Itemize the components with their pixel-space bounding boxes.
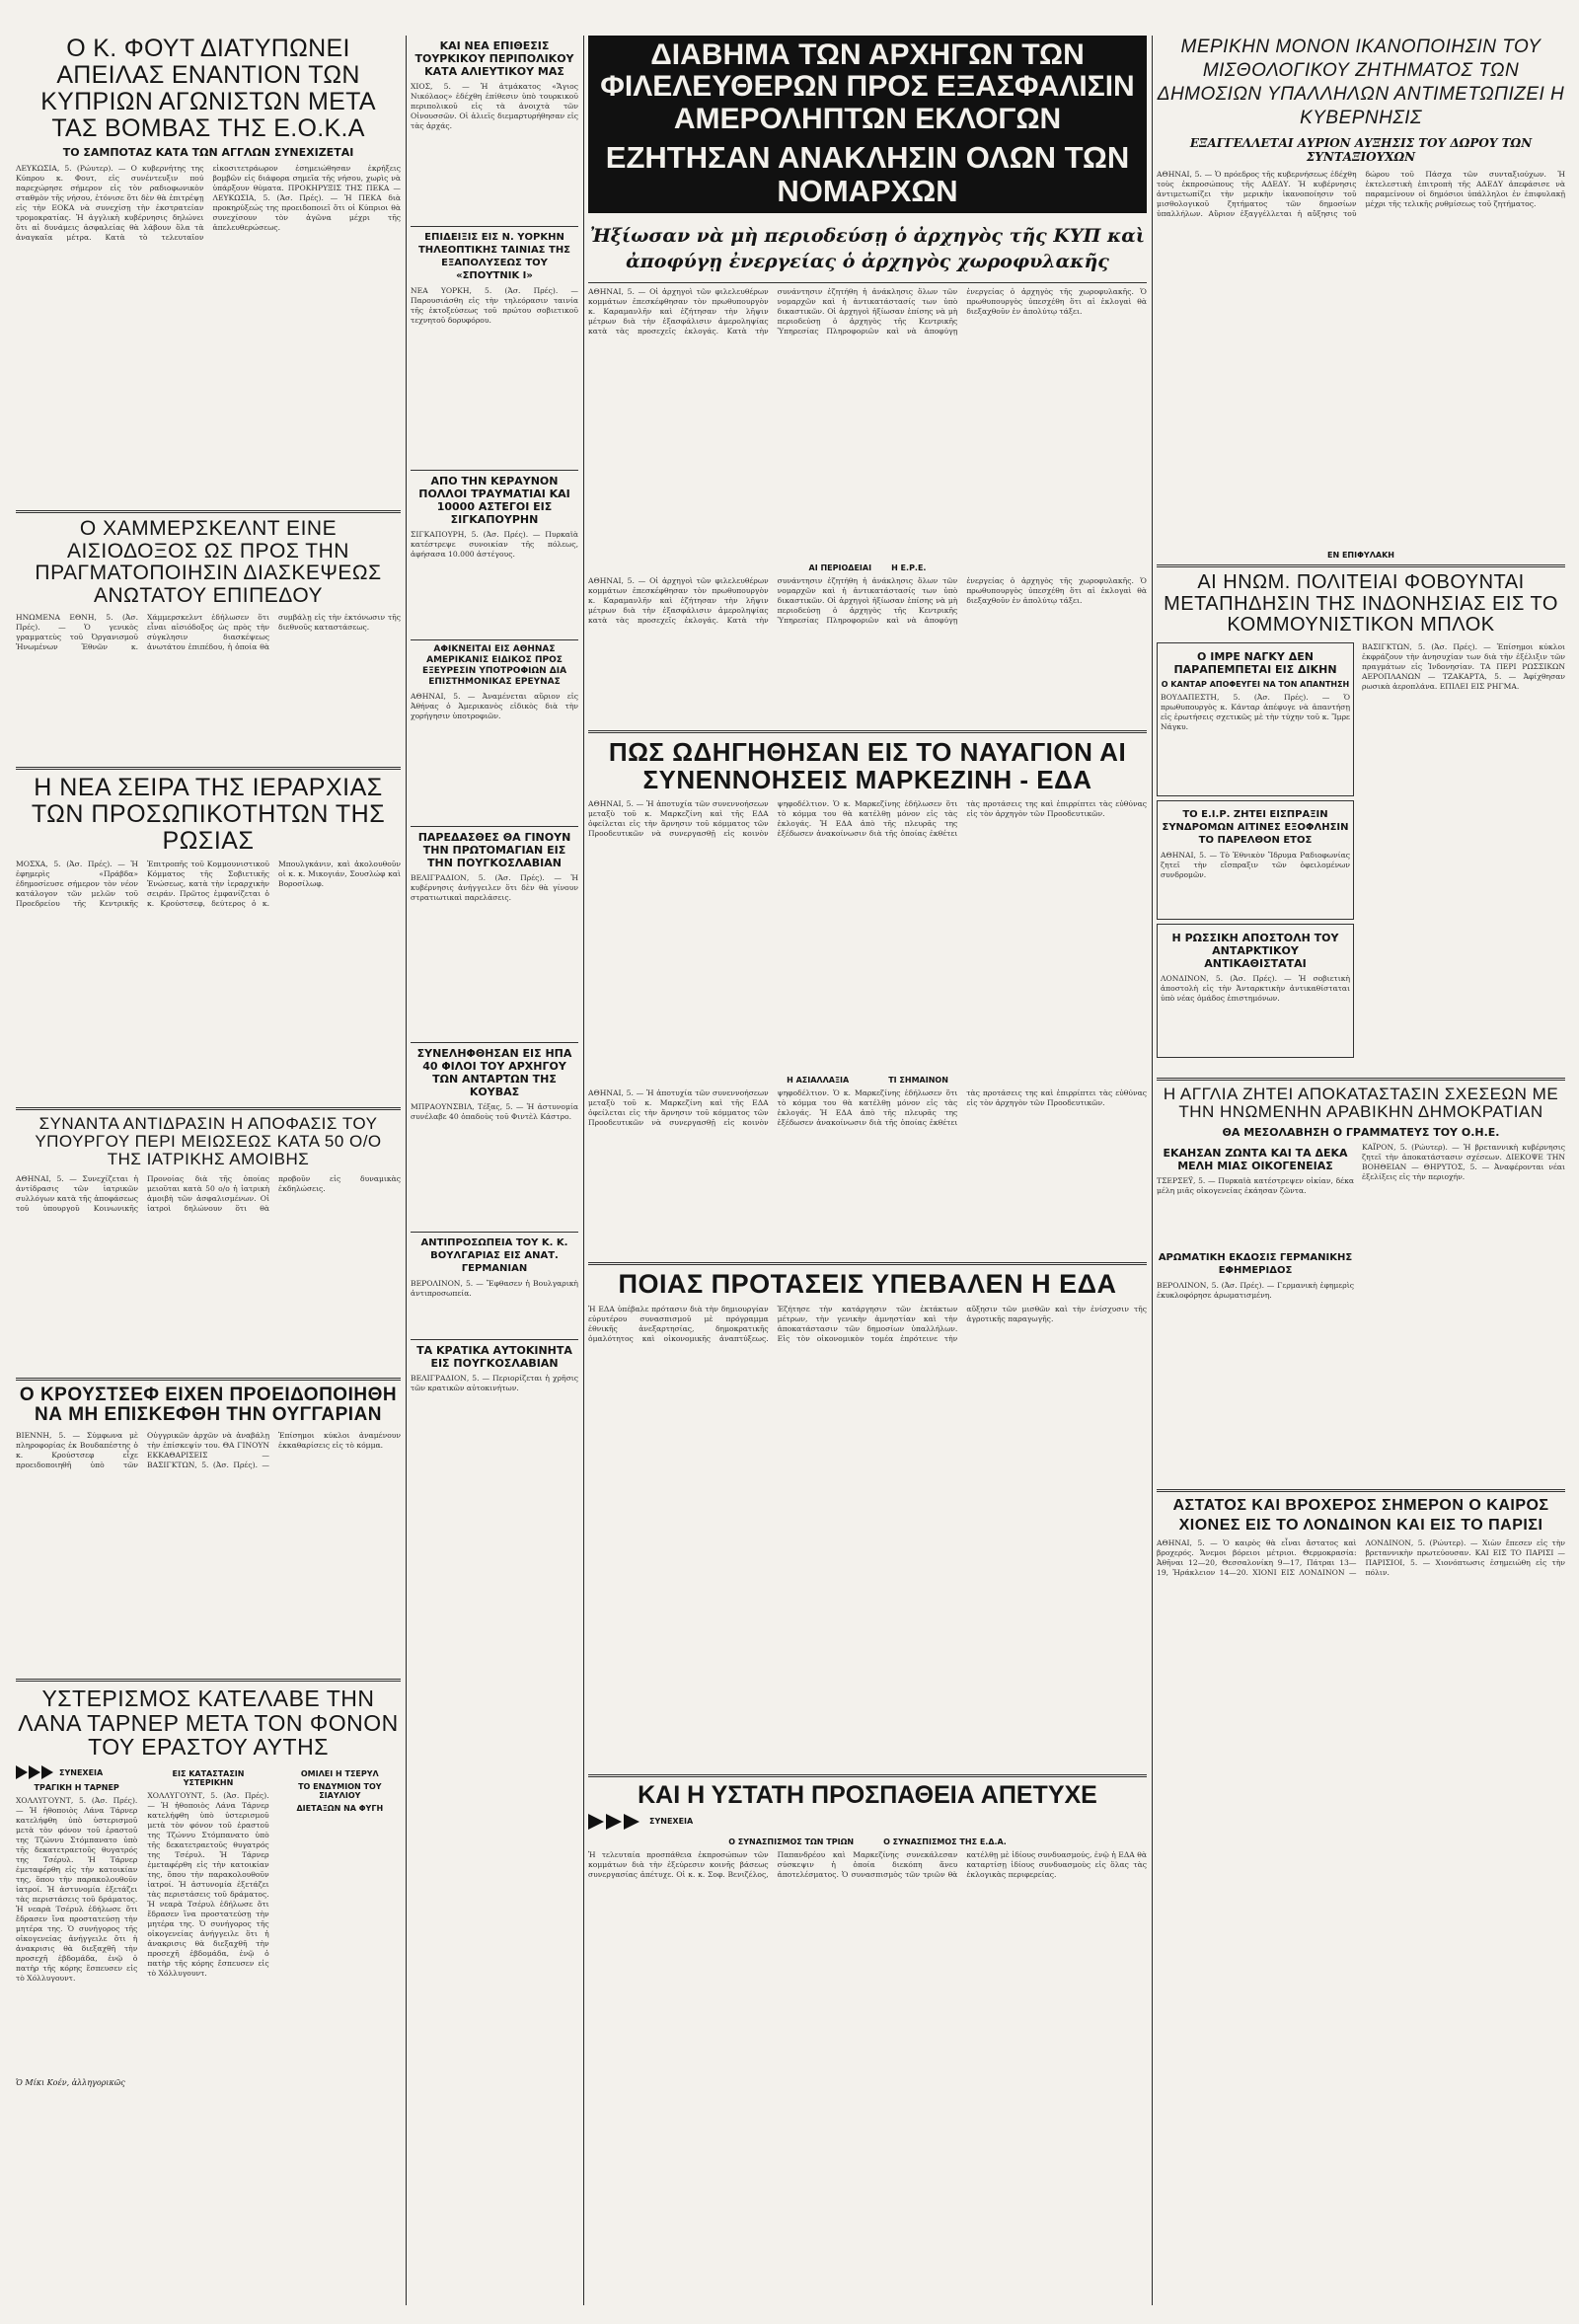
main-headline-2: ΕΖΗΤΗΣΑΝ ΑΝΑΚΛΗΣΙΝ ΟΛΩΝ ΤΩΝ ΝΟΜΑΡΧΩΝ — [605, 140, 1130, 208]
continuation-label: ΣΥΝΕΧΕΙΑ — [59, 1767, 104, 1777]
headline-last-attempt: ΚΑΙ Η ΥΣΤΑΤΗ ΠΡΟΣΠΑΘΕΙΑ ΑΠΕΤΥΧΕ — [638, 1781, 1097, 1810]
column-rule — [583, 36, 584, 2305]
article-body-last-attempt: Ἡ τελευταία προσπάθεια ἐκπροσώπων τῶν κομμάτων διὰ τὴν ἐξεύρεσιν κοινῆς βάσεως συνεργασίας ἀπέτυχε. Οἱ κ. κ. Σοφ. Βενιζέλος, Παπανδρέου καὶ Μαρκεζίνης συνεκάλεσαν σύσκεψιν ἡ ὁποία διεκόπη ἄνευ ἀποτελέσματος. Ὁ συνασπισμὸς τῶν τριῶν θὰ κατέλθῃ μὲ ἰδίους συνδυασμούς, ἐνῷ ἡ ΕΔΑ θὰ καταρτίσῃ ἰδίους συνδυασμοὺς εἰς ὅλας τὰς ἐκλογικὰς περιφερείας. — [588, 1850, 1147, 1880]
article-body-bulgaria: ΒΕΡΟΛΙΝΟΝ, 5. — Ἔφθασεν ἡ Βουλγαρικὴ ἀντιπροσωπεία. — [411, 1279, 578, 1298]
article-body-salaries: ΑΘΗΝΑΙ, 5. — Ὁ πρόεδρος τῆς κυβερνήσεως ἐδέχθη τοὺς ἐκπροσώπους τῆς ΑΔΕΔΥ. Ἡ κυβέρνησις ἀντιμετωπίζει τὴν μερικὴν ἱκανοποίησιν τοῦ μισθολογικοῦ ζητήματος τῶν δημοσίων ὑπαλλήλων. Αὔριον ἐξαγγέλλεται ἡ αὔξησις τοῦ δώρου τοῦ Πάσχα τῶν συνταξιούχων. Ἡ ἐκτελεστικὴ ἐπιτροπὴ τῆς ΑΔΕΔΥ ἀπεφάσισε νὰ παραμείνουν οἱ δημόσιοι ὑπάλληλοι ἐν ἐπιφυλακῇ μέχρι τῆς τελικῆς ρυθμίσεως τοῦ ζητήματος. — [1157, 170, 1565, 218]
article-body-doctors: ΑΘΗΝΑΙ, 5. — Συνεχίζεται ἡ ἀντίδρασις τῶν ἰατρικῶν συλλόγων κατὰ τῆς ἀποφάσεως τοῦ ὑπουργοῦ Κοινωνικῆς Προνοίας διὰ τῆς ὁποίας μειοῦται κατὰ 50 ο/ο ἡ ἰατρικὴ ἀμοιβὴ τῶν ἀσφαλισμένων. Οἱ ἰατροὶ δηλώνουν ὅτι θὰ προβοῦν εἰς δυναμικὰς ἐκδηλώσεις. — [16, 1173, 401, 1213]
headline-doctors: ΣΥΝΑΝΤΑ ΑΝΤΙΔΡΑΣΙΝ Η ΑΠΟΦΑΣΙΣ ΤΟΥ ΥΠΟΥΡΓΟΥ ΠΕΡΙ ΜΕΙΩΣΕΩΣ ΚΑΤΑ 50 Ο/Ο ΤΗΣ ΙΑΤΡΙΚΗΣ ΑΜΟΙΒΗΣ — [35, 1113, 382, 1169]
article-indonesia — [1157, 572, 1565, 1073]
section-coalition-three: Ο ΣΥΝΑΣΠΙΣΜΟΣ ΤΩΝ ΤΡΙΩΝ — [728, 1837, 855, 1847]
headline-singapore: ΑΠΟ ΤΗΝ ΚΕΡΑΥΝΟΝ ΠΟΛΛΟΙ ΤΡΑΥΜΑΤΙΑΙ ΚΑΙ 10000 ΑΣΤΕΓΟΙ ΕΙΣ ΣΙΓΚΑΠΟΥΡΗΝ — [418, 475, 570, 526]
article-body-turner-a: ΧΟΛΛΥΓΟΥΝΤ, 5. (Ἀσ. Πρές). — Ἡ ἠθοποιὸς Λάνα Τάρνερ κατελήφθη ὑπὸ ὑστερισμοῦ μετὰ τὸν φόνον τοῦ ἐραστοῦ της Τζώννυ Στόμπανατο ὑπὸ τῆς δεκατετραετοῦς θυγατρός της Τσέρυλ. Ἡ Τάρνερ ἐμεταφέρθη εἰς τὴν κατοικίαν της, ὅπου τὴν παρακολουθοῦν ἰατροί. Ἡ ἀστυνομία ἐξετάζει τὰς περιστάσεις τοῦ δράματος. Ἡ νεαρὰ Τσέρυλ ἐδήλωσε ὅτι ἔδρασεν ἵνα προστατεύσῃ τὴν μητέρα της. Ὁ συνήγορος τῆς οἰκογενείας ἀνήγγειλε ὅτι ἡ ἀνακρισις θὰ διεξαχθῆ τὴν προσεχῆ ἑβδομάδα, ἐνῷ ὁ πατὴρ τῆς κόρης ἔσπευσεν εἰς τὸ Χόλλυγουντ. — [16, 1796, 138, 1984]
article-markezini — [588, 738, 1147, 1256]
headline-weather: ΑΣΤΑΤΟΣ ΚΑΙ ΒΡΟΧΕΡΟΣ ΣΗΜΕΡΟΝ Ο ΚΑΙΡΟΣ — [1172, 1496, 1549, 1514]
main-subheadline: Ἠξίωσαν νὰ μὴ περιοδεύσῃ ὁ ἀρχηγὸς τῆς ΚΥΠ καὶ ἀποφύγῃ ἐνεργείας ὁ ἀρχηγὸς χωροφυλακῆς — [589, 225, 1146, 273]
subhead-un-secretary: ΘΑ ΜΕΣΟΛΑΒΗΣΗ Ο ΓΡΑΜΜΑΤΕΥΣ ΤΟΥ Ο.Η.Ε. — [1222, 1125, 1500, 1139]
headline-hammarskjold: Ο ΧΑΜΜΕΡΣΚΕΛΝΤ ΕΙΝΕ ΑΙΣΙΟΔΟΞΟΣ ΩΣ ΠΡΟΣ ΤΗΝ ΠΡΑΓΜΑΤΟΠΟΙΗΣΙΝ ΔΙΑΣΚΕΨΕΩΣ ΑΝΩΤΑΤΟΥ ΕΠΙΠΕΔΟΥ — [35, 517, 382, 608]
section-tours: ΑΙ ΠΕΡΙΟΔΕΙΑΙ — [808, 563, 872, 573]
article-body-khrushchev: ΒΙΕΝΝΗ, 5. — Σύμφωνα μὲ πληροφορίας ἐκ Βουδαπέστης ὁ κ. Κρούστσεφ εἶχε προειδοποιηθῆ ὑπὸ τῶν Οὐγγρικῶν ἀρχῶν νὰ ἀναβάλῃ τὴν ἐπίσκεψίν του. ΘΑ ΓΙΝΟΥΝ ΕΚΚΑΘΑΡΙΣΕΙΣ — ΒΑΣΙΓΚΤΩΝ, 5. (Ἀσ. Πρές). — Ἐπίσημοι κύκλοι ἀναμένουν ἐκκαθαρίσεις εἰς τὸ κόμμα. — [16, 1430, 401, 1469]
section-garment: ΤΟ ΕΝΔΥΜΙΟΝ ΤΟΥ ΣΙΑΥΛΙΟΥ — [298, 1782, 382, 1801]
headline-bulgaria: ΑΝΤΙΠΡΟΣΩΠΕΙΑ ΤΟΥ Κ. Κ. ΒΟΥΛΓΑΡΙΑΣ ΕΙΣ ΑΝΑΤ. ΓΕΡΜΑΝΙΑΝ — [420, 1237, 568, 1274]
article-body-singapore: ΣΙΓΚΑΠΟΥΡΗ, 5. (Ἀσ. Πρές). — Πυρκαϊὰ κατέστρεψε συνοικίαν τῆς πόλεως, ἀφήσασα 10.000 ἀστέγους. — [411, 530, 578, 559]
article-body-turner-b: ΧΟΛΛΥΓΟΥΝΤ, 5. (Ἀσ. Πρές). — Ἡ ἠθοποιὸς Λάνα Τάρνερ κατελήφθη ὑπὸ ὑστερισμοῦ μετὰ τὸν φόνον τοῦ ἐραστοῦ της Τζώννυ Στόμπανατο ὑπὸ τῆς δεκατετραετοῦς θυγατρός της Τσέρυλ. Ἡ Τάρνερ ἐμεταφέρθη εἰς τὴν κατοικίαν της, ὅπου τὴν παρακολουθοῦν ἰατροί. Ἡ ἀστυνομία ἐξετάζει τὰς περιστάσεις τοῦ δράματος. Ἡ νεαρὰ Τσέρυλ ἐδήλωσε ὅτι ἔδρασεν ἵνα προστατεύσῃ τὴν μητέρα της. Ὁ συνήγορος τῆς οἰκογενείας ἀνήγγειλε ὅτι ἡ ἀνακρισις θὰ διεξαχθῆ τὴν προσεχῆ ἑβδομάδα, ἐνῷ ὁ πατὴρ τῆς κόρης ἔσπευσεν εἰς τὸ Χόλλυγουντ. — [147, 1791, 269, 1979]
headline-state-cars: ΤΑ ΚΡΑΤΙΚΑ ΑΥΤΟΚΙΝΗΤΑ ΕΙΣ ΠΟΥΓΚΟΣΛΑΒΙΑΝ — [416, 1344, 572, 1370]
main-headline: ΔΙΑΒΗΜΑ ΤΩΝ ΑΡΧΗΓΩΝ ΤΩΝ ΦΙΛΕΛΕΥΘΕΡΩΝ ΠΡΟΣ ΕΞΑΣΦΑΛΙΣΙΝ ΑΜΕΡΟΛΗΠΤΩΝ ΕΚΛΟΓΩΝ — [600, 38, 1135, 135]
article-body-foot: ΛΕΥΚΩΣΙΑ, 5. (Ρώυτερ). — Ο κυβερνήτης της Κύπρου κ. Φουτ, εἰς συνέντευξιν πού παρεχώρησε σήμερον εἰς τὸν ραδιοφωνικὸν σταθμὸν τῆς νήσου, ἐτόνισε ὅτι δὲν θὰ ἐπιτρέψῃ εἰς τὴν ΕΟΚΑ νὰ συνεχίσῃ τὴν ἐκστρατείαν τρομοκρατίας. Ἡ ἀγγλικὴ κυβέρνησις δηλώνει ὅτι αἱ δυνάμεις ἀσφαλείας θὰ λάβουν ὅλα τὰ ἀναγκαῖα μέτρα. Κατὰ τὸ τελευταῖον εἰκοσιτετράωρον ἐσημειώθησαν ἐκρήξεις βομβῶν εἰς διάφορα σημεῖα τῆς νήσου, χωρὶς νὰ ὑπάρξουν θύματα. ΠΡΟΚΗΡΥΞΙΣ ΤΗΣ ΠΕΚΑ — ΛΕΥΚΩΣΙΑ, 5. (Ἀσ. Πρές). — Ἡ ΠΕΚΑ διὰ προκηρύξεώς της προειδοποιεῖ ὅτι οἱ Κύπριοι θὰ συνεχίσουν τὸν ἀγῶνα μέχρι τῆς ἀπελευθερώσεως. — [16, 164, 401, 242]
headline-scholarships: ΑΦΙΚΝΕΙΤΑΙ ΕΙΣ ΑΘΗΝΑΣ ΑΜΕΡΙΚΑΝΙΣ ΕΙΔΙΚΟΣ ΠΡΟΣ ΕΞΕΥΡΕΣΙΝ ΥΠΟΤΡΟΦΙΩΝ ΔΙΑ ΕΠΙΣΤΗΜΟΝΙΚΑΣ ΕΡΕΥΝΑΣ — [421, 644, 567, 687]
article-khrushchev — [16, 1386, 401, 1673]
continuation-arrows — [16, 1765, 137, 1779]
headline-eda-proposals: ΠΟΙΑΣ ΠΡΟΤΑΣΕΙΣ ΥΠΕΒΑΛΕΝ Η ΕΔΑ — [618, 1269, 1117, 1300]
headline-turkish-patrol: ΚΑΙ ΝΕΑ ΕΠΙΘΕΣΙΣ ΤΟΥΡΚΙΚΟΥ ΠΕΡΙΠΟΛΙΚΟΥ ΚΑΤΑ ΑΛΙΕΥΤΙΚΟΥ ΜΑΣ — [414, 39, 574, 78]
headline-nagy: Ο ΙΜΡΕ ΝΑΓΚΥ ΔΕΝ ΠΑΡΑΠΕΜΠΕΤΑΙ ΕΙΣ ΔΙΚΗΝ — [1173, 649, 1337, 676]
article-turner — [16, 1687, 401, 2093]
article-salaries — [1157, 36, 1565, 560]
headline-markezini: ΠΩΣ ΩΔΗΓΗΘΗΣΑΝ ΕΙΣ ΤΟ ΝΑΥΑΓΙΟΝ ΑΙ ΣΥΝΕΝΝΟΗΣΕΙΣ ΜΑΡΚΕΖΙΝΗ - ΕΔΑ — [608, 737, 1127, 795]
headline-family-burned: ΕΚΑΗΣΑΝ ΖΩΝΤΑ ΚΑΙ ΤΑ ΔΕΚΑ ΜΕΛΗ ΜΙΑΣ ΟΙΚΟΓΕΝΕΙΑΣ — [1163, 1146, 1348, 1172]
headline-turner: ΥΣΤΕΡΙΣΜΟΣ ΚΑΤΕΛΑΒΕ ΤΗΝ ΛΑΝΑ ΤΑΡΝΕΡ ΜΕΤΑ ΤΟΝ ΦΟΝΟΝ ΤΟΥ ΕΡΑΣΤΟΥ ΑΥΤΗΣ — [18, 1685, 399, 1761]
subhead-kadar: Ο ΚΑΝΤΑΡ ΑΠΟΦΕΥΓΕΙ ΝΑ ΤΟΝ ΑΠΑΝΤΗΣΗ — [1161, 679, 1350, 689]
section-ere: Η Ε.Ρ.Ε. — [891, 563, 927, 573]
section-meaning: ΤΙ ΣΗΜΑΙΝΟΝ — [888, 1076, 948, 1086]
section-alert: ΕΝ ΕΠΙΦΥΛΑΚΗ — [1327, 551, 1394, 560]
headline-foot: Ο Κ. ΦΟΥΤ ΔΙΑΤΥΠΩΝΕΙ ΑΠΕΙΛΑΣ ΕΝΑΝΤΙΟΝ ΤΩΝ ΚΥΠΡΙΩΝ ΑΓΩΝΙΣΤΩΝ ΜΕΤΑ ΤΑΣ ΒΟΜΒΑΣ ΤΗΣ Ε.Ο.Κ.Α — [40, 36, 376, 142]
article-body-eir: ΑΘΗΝΑΙ, 5. — Τὸ Ἐθνικὸν Ἵδρυμα Ραδιοφωνίας ζητεῖ τὴν εἴσπραξιν τῶν ὀφειλομένων συνδρομῶν. — [1161, 850, 1350, 879]
article-body-nagy: ΒΟΥΔΑΠΕΣΤΗ, 5. (Ἀσ. Πρές). — Ὁ πρωθυπουργὸς κ. Κάνταρ ἀπέφυγε νὰ ἀπαντήσῃ εἰς ἐρωτήσεις σχετικῶς μὲ τὴν τύχην τοῦ κ. Ἴμρε Νάγκυ. — [1161, 692, 1350, 731]
subhead-sabotage: ΤΟ ΣΑΜΠΟΤΑΖ ΚΑΤΑ ΤΩΝ ΑΓΓΛΩΝ ΣΥΝΕΧΙΖΕΤΑΙ — [62, 146, 354, 159]
main-article-body-2: ΑΘΗΝΑΙ, 5. — Οἱ ἀρχηγοὶ τῶν φιλελευθέρων κομμάτων ἐπεσκέφθησαν τὸν πρωθυπουργὸν κ. Καραμανλῆν καὶ ἐζήτησαν τὴν λῆψιν μέτρων διὰ τὴν ἐξασφάλισιν ἀμεροληψίας κατὰ τὰς προσεχεῖς ἐκλογάς. Κατὰ τὴν συνάντησιν ἐζητήθη ἡ ἀνάκλησις ὅλων τῶν νομαρχῶν καὶ ἡ ἀντικατάστασίς των ὑπὸ δικαστικῶν. Οἱ ἀρχηγοὶ ἠξίωσαν ἐπίσης νὰ μὴ περιοδεύσῃ ὁ ἀρχηγὸς τῆς Κεντρικῆς Ὑπηρεσίας Πληροφοριῶν καὶ νὰ ἀποφύγῃ ἐνεργείας ὁ ἀρχηγὸς τῆς χωροφυλακῆς. Ὁ πρωθυπουργὸς ὑπεσχέθη ὅτι αἱ ἐκλογαὶ θὰ διεξαχθοῦν ἐν ἀπολύτῳ τάξει. — [588, 576, 1147, 626]
article-body-markezini: ΑΘΗΝΑΙ, 5. — Ἡ ἀποτυχία τῶν συνεννοήσεων μεταξὺ τοῦ κ. Μαρκεζίνη καὶ τῆς ΕΔΑ ὀφείλεται εἰς τὴν ἄρνησιν τοῦ κόμματος τῶν Προοδευτικῶν νὰ συνεργασθῇ εἰς κοινὸν ψηφοδέλτιον. Ὁ κ. Μαρκεζίνης ἐδήλωσεν ὅτι τὸ κόμμα του θὰ κατέλθῃ μόνον εἰς τὰς ἐκλογάς. Ἡ ΕΔΑ ἀπὸ τῆς πλευρᾶς της ἐξέδωσεν ἀνακοίνωσιν διὰ τῆς ὁποίας ἐκθέτει τὰς προτάσεις της καὶ ἐπιρρίπτει τὰς εὐθύνας εἰς τὸν ἀρχηγὸν τῶν Προοδευτικῶν. — [588, 799, 1147, 839]
headline-indonesia: ΑΙ ΗΝΩΜ. ΠΟΛΙΤΕΙΑΙ ΦΟΒΟΥΝΤΑΙ ΜΕΤΑΠΗΔΗΣΙΝ ΤΗΣ ΙΝΔΟΝΗΣΙΑΣ ΕΙΣ ΤΟ ΚΟΜΜΟΥΝΙΣΤΙΚΟΝ ΜΠΛΟΚ — [1164, 571, 1558, 637]
subhead-pensioners: ΕΞΑΓΓΕΛΛΕΤΑΙ ΑΥΡΙΟΝ ΑΥΞΗΣΙΣ ΤΟΥ ΔΩΡΟΥ ΤΩΝ ΣΥΝΤΑΞΙΟΥΧΩΝ — [1189, 136, 1533, 164]
arrow-icon — [16, 1765, 55, 1779]
headline-sputnik: ΕΠΙΔΕΙΞΙΣ ΕΙΣ Ν. ΥΟΡΚΗΝ ΤΗΛΕΟΠΤΙΚΗΣ ΤΑΙΝΙΑΣ ΤΗΣ ΕΞΑΠΟΛΥΣΕΩΣ ΤΟΥ «ΣΠΟΥΤΝΙΚ Ι» — [417, 232, 571, 281]
article-hammarskjold — [16, 518, 401, 761]
headline-salaries: ΜΕΡΙΚΗΝ ΜΟΝΟΝ ΙΚΑΝΟΠΟΙΗΣΙΝ ΤΟΥ ΜΙΣΘΟΛΟΓΙΚΟΥ ΖΗΤΗΜΑΤΟΣ ΤΩΝ ΔΗΜΟΣΙΩΝ ΥΠΑΛΛΗΛΩΝ ΑΝΤΙΜΕΤΩΠΙΖΕΙ Η ΚΥΒΕΡΝΗΣΙΣ — [1157, 37, 1565, 128]
article-eda-proposals — [588, 1270, 1147, 1768]
section-tragic-turner: ΤΡΑΓΙΚΗ Η ΤΑΡΝΕΡ — [34, 1783, 119, 1793]
main-story — [588, 36, 1147, 724]
article-body-turkish-patrol: ΧΙΟΣ, 5. — Ἡ ἀτμάκατος «Ἅγιος Νικόλαος» ἐδέχθη ἐπίθεσιν ὑπὸ τουρκικοῦ περιπολικοῦ εἰς τὰ ἀνοιχτὰ τῶν Οἰνουσσῶν. Οἱ ἁλιεῖς διεμαρτυρήθησαν εἰς τὰς ἀρχάς. — [411, 82, 578, 130]
headline-parades: ΠΑΡΕΔΑΣΘΕΣ ΘΑ ΓΙΝΟΥΝ ΤΗΝ ΠΡΩΤΟΜΑΓΙΑΝ ΕΙΣ ΤΗΝ ΠΟΥΓΚΟΣΛΑΒΙΑΝ — [417, 831, 571, 869]
column-second — [411, 36, 578, 2305]
section-order-leave: ΔΙΕΤΑΞΩΝ ΝΑ ΦΥΓΗ — [296, 1804, 384, 1814]
headline-khrushchev: Ο ΚΡΟΥΣΤΣΕΦ ΕΙΧΕΝ ΠΡΟΕΙΔΟΠΟΙΗΘΗ ΝΑ ΜΗ ΕΠΙΣΚΕΦΘΗ ΤΗΝ ΟΥΓΓΑΡΙΑΝ — [19, 1384, 398, 1426]
headline-antarctic: Η ΡΩΣΣΙΚΗ ΑΠΟΣΤΟΛΗ ΤΟΥ ΑΝΤΑΡΚΤΙΚΟΥ ΑΝΤΙΚΑΘΙΣΤΑΤΑΙ — [1171, 931, 1339, 970]
section-cheryl: ΟΜΙΛΕΙ Η ΤΣΕΡΥΛ — [300, 1769, 379, 1779]
column-left — [16, 36, 401, 2305]
article-body-russia: ΜΟΣΧΑ, 5. (Ἀσ. Πρές). — Ἡ ἐφημερὶς «Πράβδα» ἐδημοσίευσε σήμερον τὸν νέον κατάλογον τῶν μελῶν τοῦ Προεδρείου τῆς Κεντρικῆς Ἐπιτροπῆς τοῦ Κομμουνιστικοῦ Κόμματος τῆς Σοβιετικῆς Ἑνώσεως, κατὰ τὴν ἰεραρχικὴν σειράν. Πρῶτος ἐμφανίζεται ὁ κ. Κρούστσεφ, δεύτερος ὁ κ. Μπουλγκάνιν, καὶ ἀκολουθοῦν οἱ κ. κ. Μικογιάν, Σουσλώφ καὶ Βοροσίλωφ. — [16, 859, 401, 908]
article-body-antarctic: ΛΟΝΔΙΝΟΝ, 5. (Ἀσ. Πρές). — Ἡ σοβιετικὴ ἀποστολὴ εἰς τὴν Ἀνταρκτικὴν ἀντικαθίσταται ὑπὸ νέας ὁμάδος ἐπιστημόνων. — [1161, 973, 1350, 1003]
column-right — [1157, 36, 1565, 2305]
column-rule — [406, 36, 407, 2305]
article-weather — [1157, 1497, 1565, 1776]
headline-russia: Η ΝΕΑ ΣΕΙΡΑ ΤΗΣ ΙΕΡΑΡΧΙΑΣ ΤΩΝ ΠΡΟΣΩΠΙΚΟΤΗΤΩΝ ΤΗΣ ΡΩΣΙΑΣ — [31, 773, 386, 855]
article-russia — [16, 775, 401, 1101]
headline-castro-friends: ΣΥΝΕΛΗΦΘΗΣΑΝ ΕΙΣ ΗΠΑ 40 ΦΙΛΟΙ ΤΟΥ ΑΡΧΗΓΟΥ ΤΩΝ ΑΝΤΑΡΤΩΝ ΤΗΣ ΚΟΥΒΑΣ — [416, 1047, 572, 1098]
section-coalition-eda: Ο ΣΥΝΑΣΠΙΣΜΟΣ ΤΗΣ Ε.Δ.Α. — [883, 1837, 1007, 1847]
article-body-markezini-2: ΑΘΗΝΑΙ, 5. — Ἡ ἀποτυχία τῶν συνεννοήσεων μεταξὺ τοῦ κ. Μαρκεζίνη καὶ τῆς ΕΔΑ ὀφείλεται εἰς τὴν ἄρνησιν τοῦ κόμματος τῶν Προοδευτικῶν νὰ συνεργασθῇ εἰς κοινὸν ψηφοδέλτιον. Ὁ κ. Μαρκεζίνης ἐδήλωσεν ὅτι τὸ κόμμα του θὰ κατέλθῃ μόνον εἰς τὰς ἐκλογάς. Ἡ ΕΔΑ ἀπὸ τῆς πλευρᾶς της ἐξέδωσεν ἀνακοίνωσιν διὰ τῆς ὁποίας ἐκθέτει τὰς προτάσεις της καὶ ἐπιρρίπτει τὰς εὐθύνας εἰς τὸν ἀρχηγὸν τῶν Προοδευτικῶν. — [588, 1088, 1147, 1128]
article-egypt — [1157, 1086, 1565, 1484]
center-section — [588, 36, 1147, 2305]
article-body-state-cars: ΒΕΛΙΓΡΑΔΙΟΝ, 5. — Περιορίζεται ἡ χρῆσις τῶν κρατικῶν αὐτοκινήτων. — [411, 1374, 578, 1392]
article-body-sputnik: ΝΕΑ ΥΟΡΚΗ, 5. (Ἀσ. Πρές). — Παρουσιάσθη εἰς τὴν τηλεόρασιν ταινία τῆς ἐκτοξεύσεως τοῦ πρώτου σοβιετικοῦ τεχνητοῦ δορυφόρου. — [411, 286, 578, 325]
continuation-label: ΣΥΝΕΧΕΙΑ — [649, 1817, 694, 1827]
article-body-castro-friends: ΜΠΡΑΟΥΝΣΒΙΛ, Τέξας, 5. — Ἡ ἀστυνομία συνέλαβε 40 ὀπαδοὺς τοῦ Φιντὲλ Κάστρο. — [411, 1102, 578, 1121]
signature: Ὁ Μίκι Κοέν, ἀλληγορικῶς — [16, 2078, 125, 2088]
section-hysterical: ΕΙΣ ΚΑΤΑΣΤΑΣΙΝ ΥΣΤΕΡΙΚΗΝ — [172, 1769, 245, 1788]
headline-weather-2: ΧΙΟΝΕΣ ΕΙΣ ΤΟ ΛΟΝΔΙΝΟΝ ΚΑΙ ΕΙΣ ΤΟ ΠΑΡΙΣΙ — [1178, 1516, 1543, 1534]
headline-egypt: Η ΑΓΓΛΙΑ ΖΗΤΕΙ ΑΠΟΚΑΤΑΣΤΑΣΙΝ ΣΧΕΣΕΩΝ ΜΕ ΤΗΝ ΗΝΩΜΕΝΗΝ ΑΡΑΒΙΚΗΝ ΔΗΜΟΚΡΑΤΙΑΝ — [1163, 1084, 1559, 1122]
article-body-scholarships: ΑΘΗΝΑΙ, 5. — Ἀναμένεται αὔριον εἰς Ἀθήνας ὁ Ἀμερικανὸς εἰδικὸς διὰ τὴν χορήγησιν ὑποτροφιῶν. — [411, 692, 578, 720]
article-foot — [16, 36, 401, 504]
article-body-indonesia: ΒΑΣΙΓΚΤΩΝ, 5. (Ἀσ. Πρές). — Ἐπίσημοι κύκλοι ἐκφράζουν τὴν ἀνησυχίαν των διὰ τὴν ἐξέλιξιν τῶν πραγμάτων εἰς Ἰνδονησίαν. ΤΑ ΠΕΡΙ ΡΩΣΣΙΚΩΝ ΑΕΡΟΠΛΑΝΩΝ — ΤΖΑΚΑΡΤΑ, 5. — Ἀφίχθησαν ρωσικὰ ἀεροπλάνα. ΕΠΙΛΕΙ ΕΙΣ ΡΗΓΜΑ. — [1362, 641, 1565, 691]
main-article-body: ΑΘΗΝΑΙ, 5. — Οἱ ἀρχηγοὶ τῶν φιλελευθέρων κομμάτων ἐπεσκέφθησαν τὸν πρωθυπουργὸν κ. Καραμανλῆν καὶ ἐζήτησαν τὴν λῆψιν μέτρων διὰ τὴν ἐξασφάλισιν ἀμεροληψίας κατὰ τὰς προσεχεῖς ἐκλογάς. Κατὰ τὴν συνάντησιν ἐζητήθη ἡ ἀνάκλησις ὅλων τῶν νομαρχῶν καὶ ἡ ἀντικατάστασίς των ὑπὸ δικαστικῶν. Οἱ ἀρχηγοὶ ἠξίωσαν ἐπίσης νὰ μὴ περιοδεύσῃ ὁ ἀρχηγὸς τῆς Κεντρικῆς Ὑπηρεσίας Πληροφοριῶν καὶ νὰ ἀποφύγῃ ἐνεργείας ὁ ἀρχηγὸς τῆς χωροφυλακῆς. Ὁ πρωθυπουργὸς ὑπεσχέθη ὅτι αἱ ἐκλογαὶ θὰ διεξαχθοῦν ἐν ἀπολύτῳ τάξει. — [588, 287, 1147, 337]
arrow-icon — [588, 1814, 643, 1830]
headline-eir: ΤΟ Ε.Ι.Ρ. ΖΗΤΕΙ ΕΙΣΠΡΑΞΙΝ ΣΥΝΔΡΟΜΩΝ ΑΙΤΙΝΕΣ ΕΞΟΦΛΗΣΙΝ ΤΟ ΠΑΡΕΛΘΟΝ ΕΤΟΣ — [1162, 808, 1349, 846]
article-body-parades: ΒΕΛΙΓΡΑΔΙΟΝ, 5. (Ἀσ. Πρές). — Ἡ κυβέρνησις ἀνήγγειλεν ὅτι δὲν θὰ γίνουν στρατιωτικαὶ παρελάσεις. — [411, 873, 578, 902]
section-stubbornness: Η ΑΣΙΑΛΛΑΞΙΑ — [787, 1076, 850, 1086]
article-body-egypt: ΚΑΪΡΟΝ, 5. (Ρώυτερ). — Ἡ βρεταννικὴ κυβέρνησις ζητεῖ τὴν ἀποκατάστασιν σχέσεων. ΔΙΕΚΟΨΕ ΤΗΝ ΒΟΗΘΕΙΑΝ — ΘΗΡΥΤΟΣ, 5. — Ἀναφέρονται νέαι ἐξελίξεις εἰς τὴν περιοχήν. — [1362, 1142, 1565, 1181]
article-doctors — [16, 1115, 401, 1372]
article-body-weather: ΑΘΗΝΑΙ, 5. — Ὁ καιρὸς θὰ εἶναι ἄστατος καὶ βροχερός. Ἄνεμοι βόρειοι μέτριοι. Θερμοκρασία: Ἀθῆναι 12—20, Θεσσαλονίκη 9—17, Πάτραι 13—19, Ἠράκλειον 14—20. ΧΙΟΝΙ ΕΙΣ ΛΟΝΔΙΝΟΝ — ΛΟΝΔΙΝΟΝ, 5. (Ρώυτερ). — Χιὼν ἔπεσεν εἰς τὴν βρεταννικὴν πρωτεύουσαν. ΚΑΙ ΕΙΣ ΤΟ ΠΑΡΙΣΙ — ΠΑΡΙΣΙΟΙ, 5. — Χιονόπτωσις ἐσημειώθη εἰς τὴν πόλιν. — [1157, 1538, 1565, 1578]
article-body-family-burned: ΤΣΕΡΣΕΫ, 5. — Πυρκαϊὰ κατέστρεψεν οἰκίαν, δέκα μέλη μιᾶς οἰκογενείας ἐκάησαν ζῶντα. — [1157, 1175, 1354, 1195]
article-last-attempt — [588, 1782, 1147, 2077]
main-headline-banner — [588, 36, 1147, 213]
headline-scented-paper: ΑΡΩΜΑΤΙΚΗ ΕΚΔΟΣΙΣ ΓΕΡΜΑΝΙΚΗΣ ΕΦΗΜΕΡΙΔΟΣ — [1158, 1251, 1353, 1276]
column-rule — [1152, 36, 1153, 2305]
article-body-scented-paper: ΒΕΡΟΛΙΝΟΝ, 5. (Ἀσ. Πρές). — Γερμανικὴ ἐφημερὶς ἐκυκλοφόρησε ἀρωματισμένη. — [1157, 1280, 1354, 1300]
article-body-hammarskjold: ΗΝΩΜΕΝΑ ΕΘΝΗ, 5. (Ἀσ. Πρές). — Ὁ γενικὸς γραμματεὺς τοῦ Ὀργανισμοῦ Ἡνωμένων Ἐθνῶν κ. Χάμμερσκελντ ἐδήλωσεν ὅτι εἶναι αἰσιόδοξος ὡς πρὸς τὴν σύγκλησιν διασκέψεως ἀνωτάτου ἐπιπέδου, ἡ ὁποία θὰ συμβάλῃ εἰς τὴν ἐκτόνωσιν τῆς διεθνοῦς καταστάσεως. — [16, 612, 401, 651]
article-body-eda-proposals: Ἡ ΕΔΑ ὑπέβαλε πρότασιν διὰ τὴν δημιουργίαν εὐρυτέρου συνασπισμοῦ μὲ πρόγραμμα ἐθνικῆς ἀνεξαρτησίας, δημοκρατικῆς ὁμαλότητος καὶ οἰκονομικῆς ἀναπτύξεως. Ἐζήτησε τὴν κατάργησιν τῶν ἐκτάκτων μέτρων, τὴν γενικὴν ἀμνηστίαν καὶ τὴν ἀποκατάστασιν τῶν δημοσίων ὑπαλλήλων. Εἰς τὸν οἰκονομικὸν τομέα ἐπρότεινε τὴν αὔξησιν τῶν μισθῶν καὶ τὴν ἐνίσχυσιν τῆς ἀγροτικῆς παραγωγῆς. — [588, 1305, 1147, 1344]
